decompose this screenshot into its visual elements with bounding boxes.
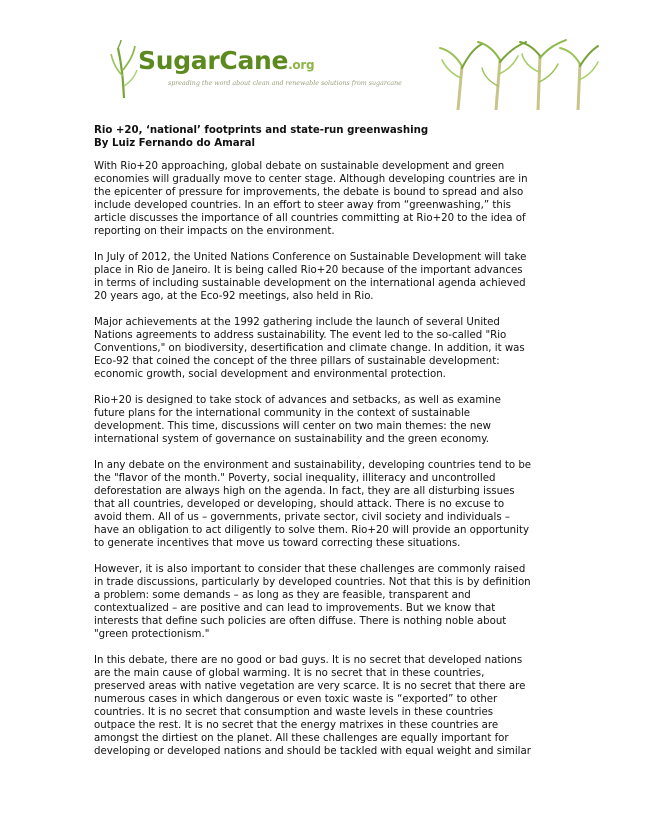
tagline: spreading the word about clean and renewable solutions from sugarcane [168, 80, 402, 87]
text-line: a problem: some demands – as long as they are feasible, transparent and [94, 590, 471, 601]
sugarcane-leaf-icon [108, 40, 140, 100]
text-line: deforestation are always high on the agenda. In fact, they are all disturbing issues [94, 486, 515, 497]
text-line: preserved areas with native vegetation are very scarce. It is no secret that there are [94, 681, 526, 692]
sugarcane-illustration-icon [438, 38, 600, 110]
text-line: in trade discussions, particularly by developed countries. Not that this is by definition [94, 577, 531, 588]
paragraph [94, 459, 554, 550]
text-line: the "flavor of the month." Poverty, social inequality, illiteracy and uncontrolled [94, 473, 496, 484]
text-line: contextualized – are positive and can lead to improvements. But we know that [94, 603, 496, 614]
text-line: Major achievements at the 1992 gathering include the launch of several United [94, 317, 500, 328]
text-line: In any debate on the environment and sustainability, developing countries tend to be [94, 460, 532, 471]
text-line: reporting on their impacts on the environment. [94, 226, 335, 237]
logo-suffix: .org [288, 58, 315, 72]
text-line: have an obligation to act diligently to solve them. Rio+20 will provide an opportunity [94, 525, 529, 536]
text-line: interests that define such policies are often diffuse. There is nothing noble about [94, 616, 507, 627]
text-line: international system of governance on sustainability and the green economy. [94, 434, 490, 445]
article-title: Rio +20, ‘national’ footprints and state-run greenwashing [94, 125, 429, 136]
paragraph [94, 654, 554, 758]
text-line: "green protectionism." [94, 629, 210, 640]
text-line: Conventions," on biodiversity, desertification and climate change. In addition, it was [94, 343, 525, 354]
text-line: are the main cause of global warming. It is no secret that in these countries, [94, 668, 485, 679]
paragraph [94, 251, 554, 303]
text-line: Nations agreements to address sustainability. The event led to the so-called "Rio [94, 330, 507, 341]
site-logo[interactable] [138, 46, 314, 75]
text-line: article discusses the importance of all countries committing at Rio+20 to the idea of [94, 213, 526, 224]
text-line: that all countries, developed or developing, should attack. There is no excuse to [94, 499, 505, 510]
text-line: countries. It is no secret that consumption and waste levels in these countries [94, 707, 494, 718]
article [94, 124, 554, 771]
text-line: include developed countries. In an effort to steer away from “greenwashing,” this [94, 200, 511, 211]
text-line: In July of 2012, the United Nations Conference on Sustainable Development will take [94, 252, 527, 263]
text-line: amongst the dirtiest on the planet. All these challenges are equally important for [94, 733, 509, 744]
paragraph [94, 316, 554, 381]
text-line: development. This time, discussions will center on two main themes: the new [94, 421, 491, 432]
text-line: to generate incentives that move us toward correcting these situations. [94, 538, 461, 549]
text-line: numerous cases in which dangerous or even toxic waste is “exported” to other [94, 694, 498, 705]
text-line: place in Rio de Janeiro. It is being called Rio+20 because of the important advances [94, 265, 523, 276]
text-line: economic growth, social development and environmental protection. [94, 369, 446, 380]
text-line: economies will gradually move to center stage. Although developing countries are in [94, 174, 528, 185]
header-banner [108, 38, 598, 110]
text-line: outpace the rest. It is no secret that the energy matrixes in these countries are [94, 720, 499, 731]
paragraph [94, 394, 554, 446]
logo-main: SugarCane [138, 46, 289, 75]
text-line: In this debate, there are no good or bad guys. It is no secret that developed nations [94, 655, 523, 666]
text-line: However, it is also important to consider that these challenges are commonly raised [94, 564, 526, 575]
paragraph [94, 563, 554, 641]
text-line: the epicenter of pressure for improvements, the debate is bound to spread and also [94, 187, 524, 198]
text-line: developing or developed nations and should be tackled with equal weight and similar [94, 746, 531, 757]
paragraph [94, 160, 554, 238]
article-author: By Luiz Fernando do Amaral [94, 138, 255, 149]
text-line: in terms of including sustainable development on the international agenda achieved [94, 278, 526, 289]
text-line: Eco-92 that coined the concept of the three pillars of sustainable development: [94, 356, 500, 367]
text-line: avoid them. All of us – governments, private sector, civil society and individuals – [94, 512, 510, 523]
text-line: Rio+20 is designed to take stock of advances and setbacks, as well as examine [94, 395, 501, 406]
text-line: 20 years ago, at the Eco-92 meetings, also held in Rio. [94, 291, 374, 302]
text-line: With Rio+20 approaching, global debate on sustainable development and green [94, 161, 505, 172]
text-line: future plans for the international community in the context of sustainable [94, 408, 471, 419]
